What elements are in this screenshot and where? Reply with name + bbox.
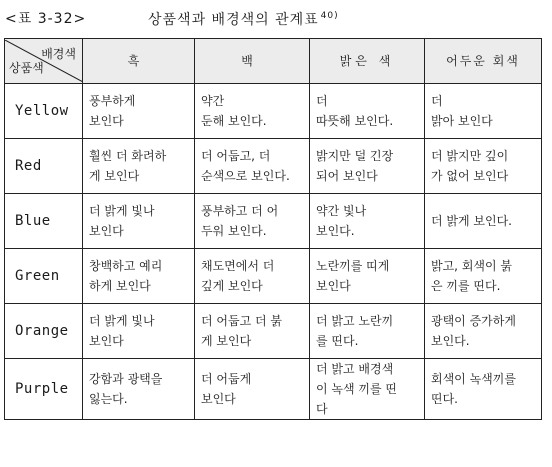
corner-label-background: 배경색 — [41, 47, 76, 61]
product-color-label: Blue — [5, 194, 83, 249]
table-number-label: <표 3-32> — [5, 11, 87, 27]
table-cell: 회색이 녹색끼를 띤다. — [425, 359, 542, 420]
table-row — [5, 139, 542, 194]
table-row — [5, 304, 542, 359]
product-color-label: Purple — [5, 359, 83, 420]
table-title — [148, 9, 339, 29]
table-row — [5, 359, 542, 420]
table-row — [5, 194, 542, 249]
header-row — [5, 39, 542, 84]
column-header-white: 백 — [195, 39, 310, 84]
table-cell: 더 밝아 보인다 — [425, 84, 542, 139]
table-cell: 약간 둔해 보인다. — [195, 84, 310, 139]
table-row — [5, 249, 542, 304]
table-cell: 광택이 증가하게 보인다. — [425, 304, 542, 359]
table-cell: 더 어둡고 더 붉 게 보인다 — [195, 304, 310, 359]
table-cell: 강함과 광택을 잃는다. — [83, 359, 195, 420]
product-color-label: Orange — [5, 304, 83, 359]
table-cell: 더 어둡게 보인다 — [195, 359, 310, 420]
table-cell: 밝고, 회색이 붉 은 끼를 띤다. — [425, 249, 542, 304]
corner-label-product: 상품색 — [9, 61, 44, 75]
table-cell: 노란끼를 띠게 보인다 — [310, 249, 425, 304]
footnote-marker: 40) — [320, 11, 339, 22]
table-cell: 더 밝게 빛나 보인다 — [83, 304, 195, 359]
table-cell: 채도면에서 더 깊게 보인다 — [195, 249, 310, 304]
table-cell: 더 밝고 배경색 이 녹색 끼를 띤 다 — [310, 359, 425, 420]
column-header-black: 흑 — [83, 39, 195, 84]
page-header — [0, 0, 552, 34]
corner-header-cell — [5, 39, 83, 84]
table-cell: 더 따뜻해 보인다. — [310, 84, 425, 139]
table-cell: 더 밝게 보인다. — [425, 194, 542, 249]
table-cell: 풍부하게 보인다 — [83, 84, 195, 139]
table-cell: 더 밝고 노란끼 를 띤다. — [310, 304, 425, 359]
product-color-label: Red — [5, 139, 83, 194]
column-header-dark-gray: 어두운 회색 — [425, 39, 542, 84]
table-cell: 더 밝게 빛나 보인다 — [83, 194, 195, 249]
relationship-table — [4, 38, 542, 420]
column-header-light: 밝은 색 — [310, 39, 425, 84]
table-cell: 풍부하고 더 어 두워 보인다. — [195, 194, 310, 249]
table-title-text: 상품색과 배경색의 관계표 — [148, 12, 319, 28]
table-cell: 훨씬 더 화려하 게 보인다 — [83, 139, 195, 194]
table-row — [5, 84, 542, 139]
table-cell: 더 밝지만 깊이 가 없어 보인다 — [425, 139, 542, 194]
table-cell: 창백하고 예리 하게 보인다 — [83, 249, 195, 304]
table-cell: 더 어둡고, 더 순색으로 보인다. — [195, 139, 310, 194]
product-color-label: Green — [5, 249, 83, 304]
table-cell: 밝지만 덜 긴장 되어 보인다 — [310, 139, 425, 194]
product-color-label: Yellow — [5, 84, 83, 139]
table-cell: 약간 빛나 보인다. — [310, 194, 425, 249]
table-body — [5, 84, 542, 420]
